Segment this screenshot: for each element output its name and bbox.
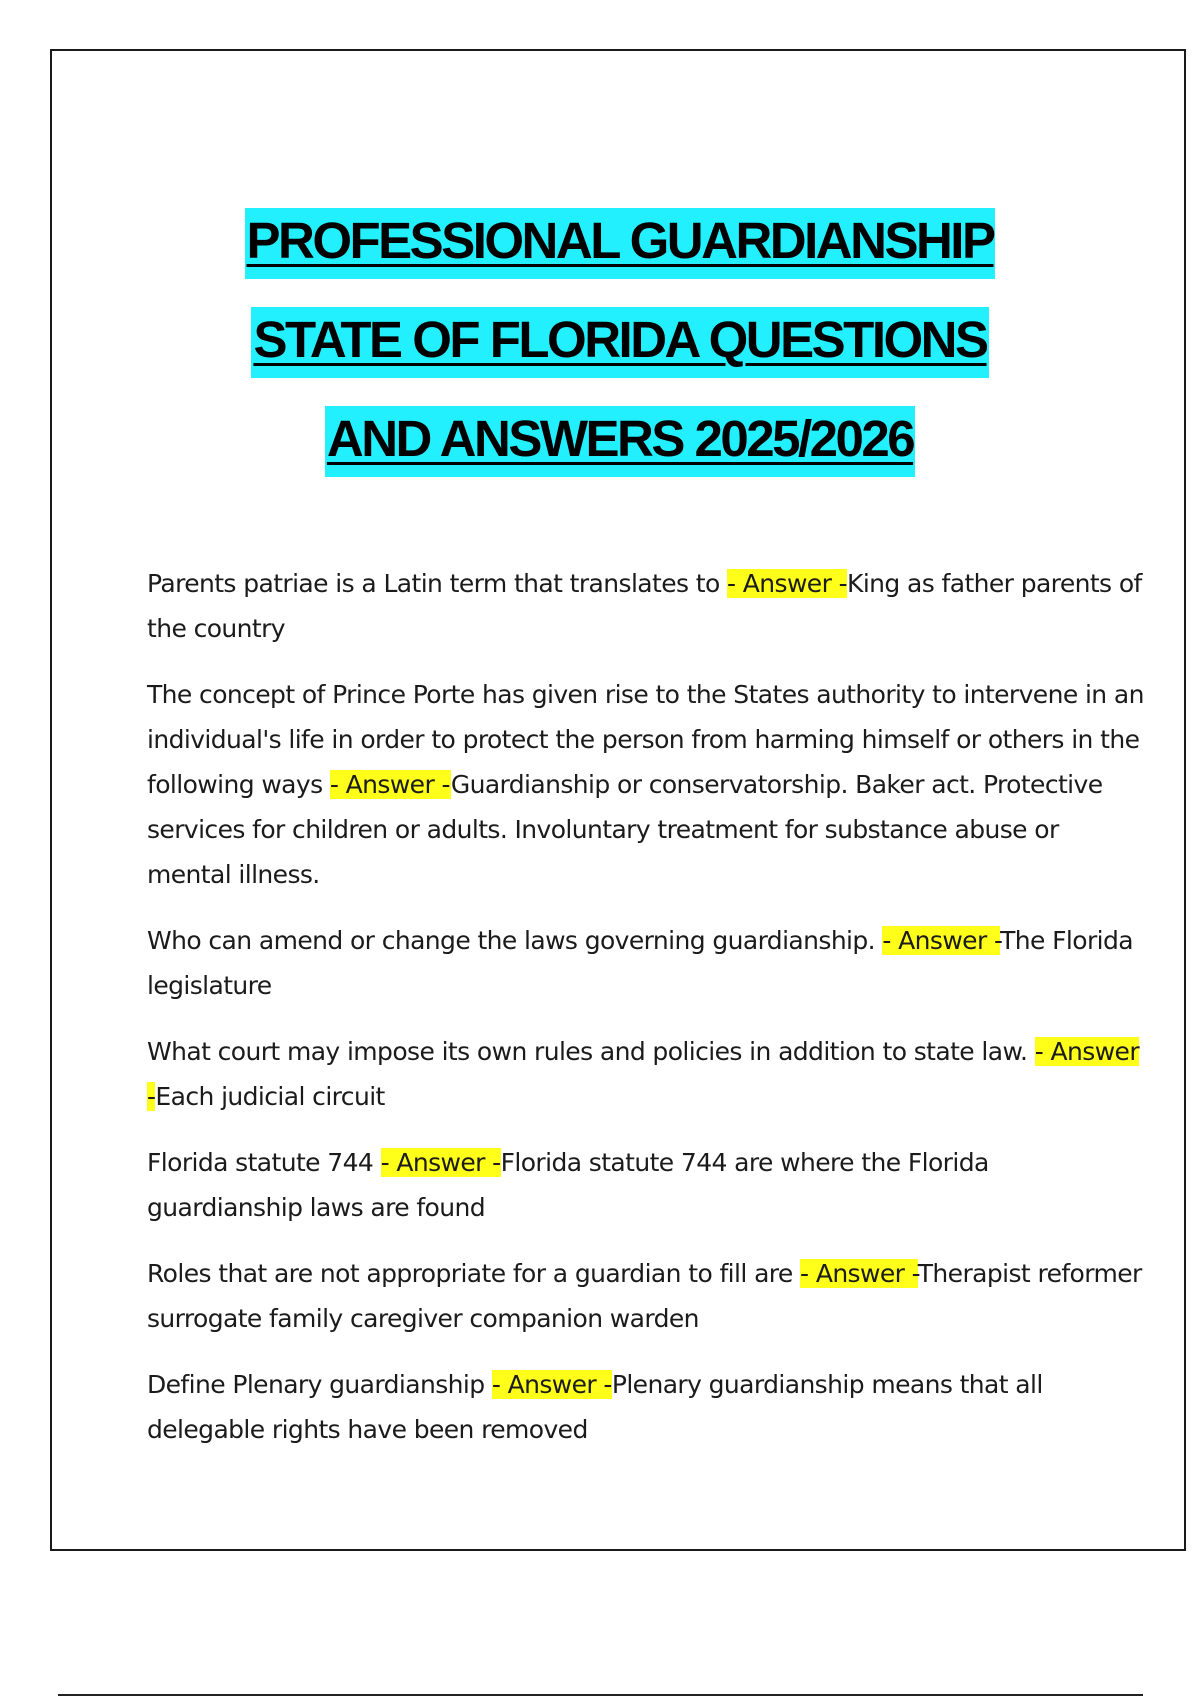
qa-item-5 bbox=[147, 1140, 1147, 1230]
answer-text: Plenary guardianship means that all delegable rights have been removed bbox=[147, 1370, 1043, 1444]
answer-text: Therapist reformer surrogate family caregiver companion warden bbox=[147, 1259, 1142, 1333]
answer-text: Guardianship or conservatorship. Baker act. Protective services for children or adults. Involuntary treatment for substance abuse or mental illness. bbox=[147, 770, 1103, 889]
document-page bbox=[50, 49, 1186, 1551]
question-text: Parents patriae is a Latin term that translates to bbox=[147, 569, 728, 598]
answer-tag: - Answer - bbox=[800, 1259, 918, 1288]
qa-item-1 bbox=[147, 561, 1147, 651]
question-text: Roles that are not appropriate for a guardian to fill are bbox=[147, 1259, 801, 1288]
document-title bbox=[52, 191, 1188, 488]
answer-tag: - Answer - bbox=[727, 569, 848, 598]
qa-item-2 bbox=[147, 672, 1147, 897]
title-line-3 bbox=[52, 389, 1188, 488]
answer-tag: - Answer - bbox=[147, 1037, 1139, 1111]
question-text: What court may impose its own rules and policies in addition to state law. bbox=[147, 1037, 1035, 1066]
question-text: Define Plenary guardianship bbox=[147, 1370, 492, 1399]
answer-tag: - Answer - bbox=[882, 926, 1001, 955]
answer-text: Each judicial circuit bbox=[155, 1082, 385, 1111]
question-text: Florida statute 744 bbox=[147, 1148, 381, 1177]
answer-text: King as father parents of the country bbox=[147, 569, 1142, 643]
qa-item-7 bbox=[147, 1362, 1147, 1452]
title-line-3-text: AND ANSWERS 2025/2026 bbox=[325, 406, 915, 477]
question-text: Who can amend or change the laws governing guardianship. bbox=[147, 926, 883, 955]
qa-item-4 bbox=[147, 1029, 1147, 1119]
answer-tag: - Answer - bbox=[380, 1148, 501, 1177]
qa-item-3 bbox=[147, 918, 1147, 1008]
answer-text: The Florida legislature bbox=[147, 926, 1133, 1000]
answer-tag: - Answer - bbox=[491, 1370, 612, 1399]
title-line-2-text: STATE OF FLORIDA QUESTIONS bbox=[251, 307, 988, 378]
title-line-1-text: PROFESSIONAL GUARDIANSHIP bbox=[245, 208, 996, 279]
title-line-1 bbox=[52, 191, 1188, 290]
question-text: The concept of Prince Porte has given rise to the States authority to intervene in an individual's life in order to protect the person from harming himself or others in the following ways bbox=[147, 680, 1144, 799]
answer-tag: - Answer - bbox=[329, 770, 451, 799]
footer-divider bbox=[58, 1694, 1143, 1696]
answer-text: Florida statute 744 are where the Florida guardianship laws are found bbox=[147, 1148, 989, 1222]
title-line-2 bbox=[52, 290, 1188, 389]
qa-list bbox=[147, 561, 1147, 1473]
qa-item-6 bbox=[147, 1251, 1147, 1341]
